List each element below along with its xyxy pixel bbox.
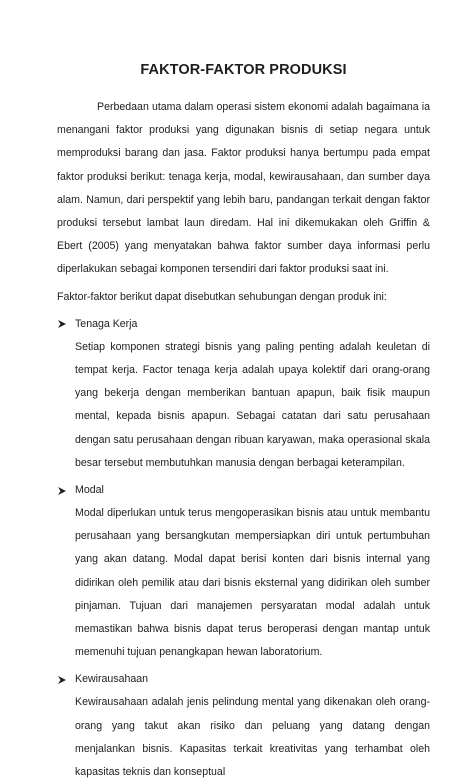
lead-paragraph: Faktor-faktor berikut dapat disebutkan sehubungan dengan produk ini:	[57, 290, 387, 303]
intro-paragraph: Perbedaan utama dalam operasi sistem ekonomi adalah bagaimana ia menangani faktor produksi yang digunakan bisnis di setiap negara untuk memproduksi barang dan jasa. Faktor produksi hanya bertumpu pada empat faktor produksi berikut: tenaga kerja, modal, kewirausahaan, dan sumber daya alam. Namun, dari perspektif yang lebih baru, pandangan terkait dengan faktor produksi tersebut lambat laun diredam. Hal ini dikemukakan oleh Griffin & Ebert (2005) yang menyatakan bahwa faktor sumber daya informasi perlu diperlakukan sebagai komponen tersendiri dari faktor produksi saat ini.	[57, 101, 430, 276]
list-item-text: Modal diperlukan untuk terus mengoperasikan bisnis atau untuk membantu perusahaan yang bersangkutan mempersiapkan diri untuk pertumbuhan yang akan datang. Modal dapat berisi konten dari bisnis internal yang didirikan oleh pemilik atau dari bisnis eksternal yang didirikan oleh sumber pinjaman. Tujuan dari manajemen persyaratan modal adalah untuk memastikan bahwa bisnis dapat terus beroperasi dengan mantap untuk memenuhi tujuan penangkapan hewan laboratorium.	[75, 507, 430, 659]
document-title: FAKTOR-FAKTOR PRODUKSI	[140, 62, 347, 78]
list-item-heading-row	[57, 479, 430, 502]
list-item-heading-row	[57, 668, 430, 691]
list-item-heading-row	[57, 313, 430, 336]
list-item-text: Kewirausahaan adalah jenis pelindung mental yang dikenakan oleh orang-orang yang takut akan risiko dan peluang yang datang dengan menjalankan bisnis. Kapasitas terkait kreativitas yang terhambat oleh kapasitas teknis dan konseptual	[75, 696, 430, 779]
list-item	[57, 668, 430, 784]
list-item-heading: Tenaga Kerja	[75, 317, 138, 330]
factor-list	[57, 313, 430, 784]
list-item	[57, 313, 430, 475]
arrow-bullet-icon	[57, 319, 75, 329]
list-item-heading: Kewirausahaan	[75, 673, 149, 686]
list-item-text: Setiap komponen strategi bisnis yang paling penting adalah keuletan di tempat kerja. Factor tenaga kerja adalah upaya kolektif dari orang-orang yang bekerja dengan memberikan bantuan apapun, baik fisik maupun mental, kepada bisnis apapun. Sebagai catatan dari satu perusahaan dengan satu perusahaan dengan ribuan karyawan, maka operasional skala besar tersebut membutuhkan manusia dengan berbagai keterampilan.	[75, 340, 430, 469]
arrow-bullet-icon	[57, 486, 75, 496]
list-item-heading: Modal	[75, 484, 104, 497]
arrow-bullet-icon	[57, 675, 75, 685]
list-item	[57, 479, 430, 664]
